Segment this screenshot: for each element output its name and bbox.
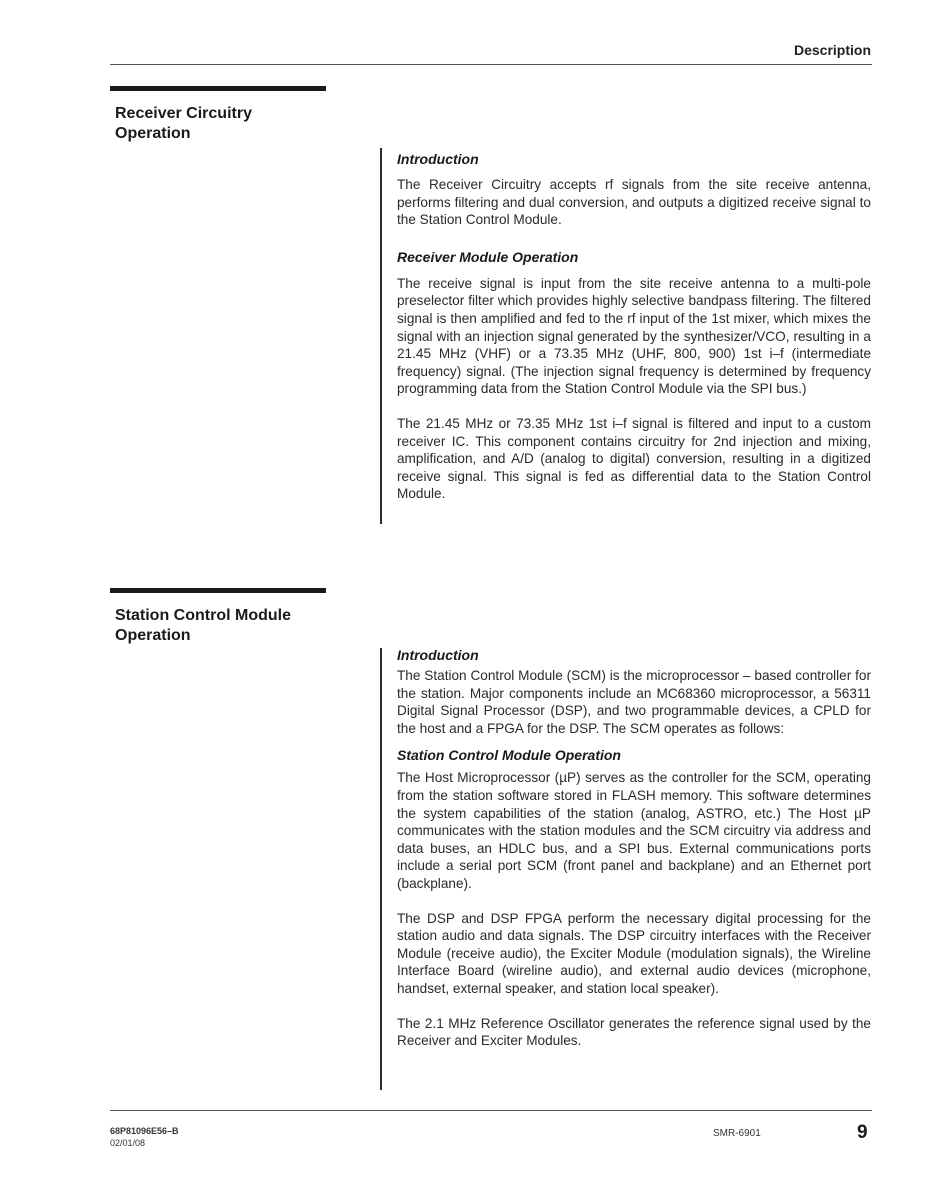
section-2-title-line1: Station Control Module bbox=[115, 607, 291, 624]
section-2-change-bar bbox=[380, 648, 382, 1090]
section-2-intro-heading: Introduction bbox=[397, 647, 479, 663]
section-1-title bbox=[115, 104, 335, 144]
section-1-change-bar bbox=[380, 148, 382, 524]
section-1-subheading: Receiver Module Operation bbox=[397, 248, 579, 265]
section-1-paragraph: The 21.45 MHz or 73.35 MHz 1st i–f signal is filtered and input to a custom receiver IC. This component contains circuitry for 2nd injection and mixing, amplification, and A/D (analog to digital) conversion, resulting in a digitized receive signal. This signal is fed as differential data to the Station Control Module. bbox=[397, 415, 871, 502]
section-2-title bbox=[115, 606, 335, 646]
running-header: Description bbox=[793, 42, 871, 58]
section-1-intro-text: The Receiver Circuitry accepts rf signals from the site receive antenna, performs filtering and dual conversion, and outputs a digitized receive signal to the Station Control Module. bbox=[397, 177, 871, 228]
page-number: 9 bbox=[857, 1122, 868, 1143]
footer-document-number: 68P81096E56–B bbox=[110, 1126, 179, 1136]
section-1-paragraph: The receive signal is input from the site receive antenna to a multi-pole preselector filter which provides highly selective bandpass filtering. The filtered signal is then amplified and fed to the rf input of the 1st mixer, which mixes the signal with an injection signal generated by the synthesizer/VCO, resulting in a 21.45 MHz (VHF) or a 73.35 MHz (UHF, 800, 900) 1st i–f (intermediate frequency) signal. (The injection signal frequency is determined by frequency programming data from the Station Control Module via the SPI bus.) bbox=[397, 275, 871, 397]
section-2-heading-bar bbox=[110, 588, 326, 593]
section-1-title-line2: Operation bbox=[115, 125, 191, 142]
section-2-paragraph: The DSP and DSP FPGA perform the necessary digital processing for the station audio and data signals. The DSP circuitry interfaces with the Receiver Module (receive audio), the Exciter Module (modulation signals), the Wireline Interface Board (wireline audio), and external audio devices (microphone, handset, external speaker, and station local speaker). bbox=[397, 910, 871, 996]
section-2-paragraph: The Host Microprocessor (µP) serves as the controller for the SCM, operating from the station software stored in FLASH memory. This software determines the system capabilities of the station (analog, ASTRO, etc.) The Host µP communicates with the station modules and the SCM circuitry via address and data buses, an HDLC bus, and a SPI bus. External communications ports include a serial port SCM (front panel and backplane) and an Ethernet port (backplane). bbox=[397, 770, 871, 891]
section-2-body bbox=[397, 646, 871, 1050]
footer-date: 02/01/08 bbox=[110, 1138, 146, 1148]
section-2-paragraph: The 2.1 MHz Reference Oscillator generates the reference signal used by the Receiver and Exciter Modules. bbox=[397, 1015, 871, 1049]
section-2-subheading: Station Control Module Operation bbox=[397, 747, 621, 764]
header-divider bbox=[110, 64, 872, 65]
section-1-intro-heading: Introduction bbox=[397, 151, 479, 167]
section-2-title-line2: Operation bbox=[115, 627, 191, 644]
footer-smr: SMR-6901 bbox=[713, 1128, 761, 1139]
section-1-heading-bar bbox=[110, 86, 326, 91]
section-2-intro-text: The Station Control Module (SCM) is the microprocessor – based controller for the station. Major components include an MC68360 microprocessor, a 56311 Digital Signal Processor (DSP), and two programmable devices, a CPLD for the host and a FPGA for the DSP. The SCM operates as follows: bbox=[397, 668, 871, 736]
section-1-title-line1: Receiver Circuitry bbox=[115, 105, 252, 122]
section-1-body bbox=[397, 150, 871, 503]
footer-divider bbox=[110, 1110, 872, 1111]
